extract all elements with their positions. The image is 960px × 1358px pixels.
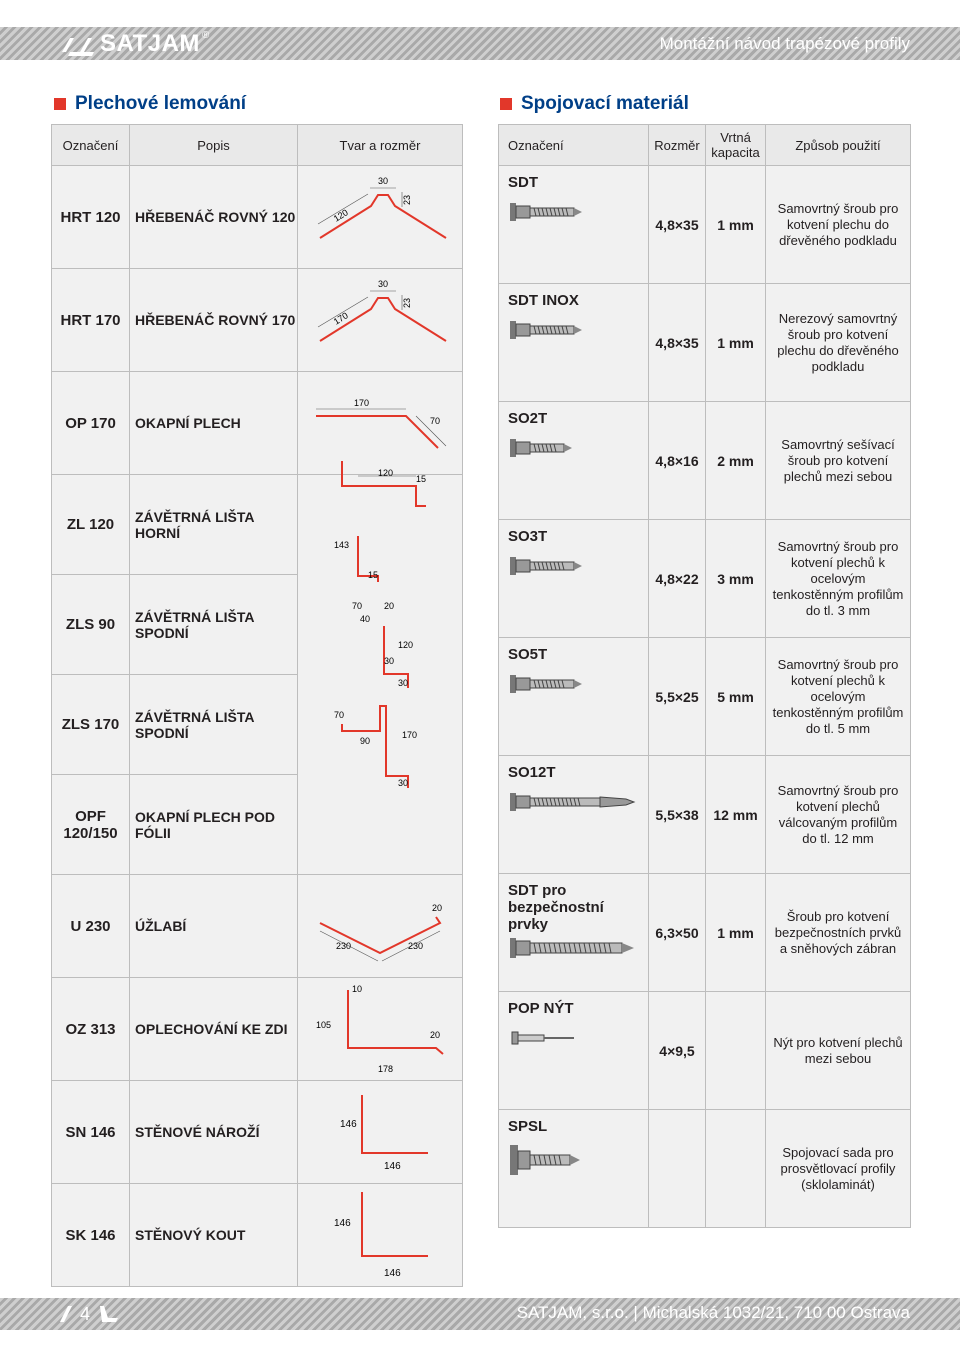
fastener-size: 5,5×38 xyxy=(649,756,706,874)
drill-capacity: 1 mm xyxy=(706,284,766,402)
column-header: Popis xyxy=(130,125,298,166)
fastener-name: SDT pro bezpečnostní prvky xyxy=(508,882,604,933)
table-row xyxy=(52,1081,463,1184)
dim-label: 15 xyxy=(368,570,379,580)
table-row xyxy=(52,978,463,1081)
fastener-name: SO3T xyxy=(508,528,548,545)
screw-icon xyxy=(508,935,638,961)
table-row xyxy=(499,1110,911,1228)
fastener-name: POP NÝT xyxy=(508,1000,574,1017)
fastener-usage: Spojovací sada pro prosvětlovací profily (sklolaminát) xyxy=(766,1110,911,1228)
table-header-row xyxy=(499,125,911,166)
logo-mark-left-icon xyxy=(50,1304,72,1324)
dim-label: 170 xyxy=(402,730,418,740)
valley-drawing xyxy=(298,875,463,974)
dim-label: 146 xyxy=(384,1161,401,1172)
dim-label: 20 xyxy=(432,903,443,913)
screw-icon xyxy=(508,315,588,345)
fastener-name: SO12T xyxy=(508,764,556,781)
column-header: Označení xyxy=(499,125,649,166)
row-code: OP 170 xyxy=(52,372,130,475)
dim-label: 143 xyxy=(334,540,350,550)
page-header xyxy=(0,27,960,60)
row-code: HRT 170 xyxy=(52,269,130,372)
dim-label: 23 xyxy=(402,194,412,205)
dim-label: 70 xyxy=(334,710,345,720)
dim-label: 30 xyxy=(398,678,409,688)
fasteners-table xyxy=(498,124,911,1228)
table-row xyxy=(52,372,463,475)
fastener-usage: Samovrtný šroub pro kotvení plechu do dřevěného podkladu xyxy=(766,166,911,284)
dim-label: 20 xyxy=(430,1030,441,1040)
footer-page-marker xyxy=(50,1300,120,1328)
wall-corner-drawing xyxy=(298,1081,463,1180)
rivet-icon xyxy=(508,1023,588,1053)
row-desc: OPLECHOVÁNÍ KE ZDI xyxy=(130,978,298,1081)
fastener-size: 4,8×35 xyxy=(649,166,706,284)
fastener-size: 5,5×25 xyxy=(649,638,706,756)
row-code: OZ 313 xyxy=(52,978,130,1081)
fastener-name-cell xyxy=(499,402,649,520)
section-title-text: Spojovací materiál xyxy=(521,93,689,114)
row-desc: ZÁVĚTRNÁ LIŠTA SPODNÍ xyxy=(130,675,298,775)
row-code: ZLS 90 xyxy=(52,575,130,675)
row-desc: ZÁVĚTRNÁ LIŠTA HORNÍ xyxy=(130,475,298,575)
logo-mark-right-icon xyxy=(98,1304,120,1324)
dim-label: 30 xyxy=(378,279,389,289)
fastener-name-cell xyxy=(499,638,649,756)
fastener-name: SDT INOX xyxy=(508,292,579,309)
fastener-name-cell xyxy=(499,520,649,638)
section-title-spojovaci xyxy=(500,93,689,115)
fastener-name: SO5T xyxy=(508,646,548,663)
row-code: ZL 120 xyxy=(52,475,130,575)
fastener-name-cell xyxy=(499,166,649,284)
dim-label: 120 xyxy=(378,468,394,478)
table-row xyxy=(52,475,463,575)
dim-label: 30 xyxy=(398,778,409,788)
fastener-name: SO2T xyxy=(508,410,548,427)
dim-label: 15 xyxy=(416,474,427,484)
screw-icon xyxy=(508,197,588,227)
satjam-logo-icon xyxy=(52,32,96,56)
row-desc: OKAPNÍ PLECH POD FÓLII xyxy=(130,775,298,875)
fastener-name: SDT xyxy=(508,174,538,191)
dim-label: 146 xyxy=(334,1218,351,1229)
wall-flashing-drawing xyxy=(298,978,463,1077)
ridge-170-drawing xyxy=(298,269,463,368)
ridge-120-drawing xyxy=(298,166,463,265)
shape-drawing xyxy=(298,372,463,475)
fastener-usage: Samovrtný šroub pro kotvení plechů k ocelovým tenkostěnným profilům do tl. 5 mm xyxy=(766,638,911,756)
column-header: Vrtná kapacita xyxy=(706,125,766,166)
dim-label: 146 xyxy=(384,1268,401,1279)
screw-icon xyxy=(508,787,638,817)
shape-drawing xyxy=(298,978,463,1081)
dim-label: 10 xyxy=(352,984,363,994)
row-code: U 230 xyxy=(52,875,130,978)
fastener-size: 4,8×35 xyxy=(649,284,706,402)
dim-label: 105 xyxy=(316,1020,332,1030)
red-square-icon xyxy=(54,98,66,110)
shape-drawing xyxy=(298,1184,463,1287)
table-row xyxy=(499,756,911,874)
fastener-usage: Samovrtný sešívací šroub pro kotvení plechů mezi sebou xyxy=(766,402,911,520)
table-row xyxy=(52,269,463,372)
drill-capacity: 3 mm xyxy=(706,520,766,638)
screw-icon xyxy=(508,433,588,463)
wind-strip-drawings xyxy=(298,426,463,826)
dim-label: 230 xyxy=(336,941,352,951)
dim-label: 146 xyxy=(340,1119,357,1130)
page-number: 4 xyxy=(80,1303,91,1324)
fastener-size: 4×9,5 xyxy=(649,992,706,1110)
drill-capacity: 1 mm xyxy=(706,166,766,284)
row-desc: STĚNOVÝ KOUT xyxy=(130,1184,298,1287)
table-row xyxy=(499,284,911,402)
drill-capacity: 5 mm xyxy=(706,638,766,756)
fastener-name: SPSL xyxy=(508,1118,548,1135)
dim-label: 40 xyxy=(360,614,371,624)
shape-drawing xyxy=(298,166,463,269)
row-desc: STĚNOVÉ NÁROŽÍ xyxy=(130,1081,298,1184)
table-row xyxy=(499,874,911,992)
drill-capacity: 12 mm xyxy=(706,756,766,874)
page-footer xyxy=(0,1298,960,1330)
dim-label: 70 xyxy=(352,601,363,611)
red-square-icon xyxy=(500,98,512,110)
table-row xyxy=(499,992,911,1110)
fastener-size: 4,8×16 xyxy=(649,402,706,520)
fastener-usage: Samovrtný šroub pro kotvení plechů válcovaným profilům do tl. 12 mm xyxy=(766,756,911,874)
row-desc: HŘEBENÁČ ROVNÝ 120 xyxy=(130,166,298,269)
row-code: SK 146 xyxy=(52,1184,130,1287)
table-row xyxy=(499,166,911,284)
column-header: Označení xyxy=(52,125,130,166)
dim-label: 23 xyxy=(402,297,412,308)
header-title: Montážní návod trapézové profily xyxy=(659,34,910,53)
dim-label: 70 xyxy=(430,416,441,426)
dim-label: 178 xyxy=(378,1064,394,1074)
dim-label: 90 xyxy=(360,736,371,746)
row-code: SN 146 xyxy=(52,1081,130,1184)
table-row xyxy=(499,638,911,756)
column-header: Způsob použití xyxy=(766,125,911,166)
table-row xyxy=(52,875,463,978)
dim-label: 170 xyxy=(354,398,370,408)
fastener-usage: Nerezový samovrtný šroub pro kotvení plechu do dřevěného podkladu xyxy=(766,284,911,402)
row-code: OPF 120/150 xyxy=(52,775,130,875)
dim-label: 230 xyxy=(408,941,424,951)
section-title-lemovani xyxy=(54,93,246,115)
dim-label: 30 xyxy=(384,656,395,666)
fastener-name-cell xyxy=(499,756,649,874)
dim-label: 120 xyxy=(398,640,414,650)
shape-drawing xyxy=(298,269,463,372)
table-row xyxy=(499,520,911,638)
drill-capacity: 2 mm xyxy=(706,402,766,520)
row-desc: ÚŽLABÍ xyxy=(130,875,298,978)
logo xyxy=(52,30,209,58)
dim-label: 30 xyxy=(378,176,389,186)
fastener-usage: Šroub pro kotvení bezpečnostních prvků a sněhových zábran xyxy=(766,874,911,992)
logo-text: SATJAM xyxy=(100,30,200,57)
column-header: Rozměr xyxy=(649,125,706,166)
column-header: Tvar a rozměr xyxy=(298,125,463,166)
row-desc: OKAPNÍ PLECH xyxy=(130,372,298,475)
flashing-table xyxy=(51,124,463,1287)
screw-icon xyxy=(508,669,588,699)
table-header-row xyxy=(52,125,463,166)
screw-icon xyxy=(508,551,588,581)
row-code: HRT 120 xyxy=(52,166,130,269)
eaves-plate-drawing xyxy=(298,372,463,471)
row-code: ZLS 170 xyxy=(52,675,130,775)
table-row xyxy=(499,402,911,520)
dim-label: 120 xyxy=(331,207,350,224)
screw-set-icon xyxy=(508,1141,588,1181)
fastener-usage: Nýt pro kotvení plechů mezi sebou xyxy=(766,992,911,1110)
fastener-usage: Samovrtný šroub pro kotvení plechů k ocelovým tenkostěnným profilům do tl. 3 mm xyxy=(766,520,911,638)
shape-drawing xyxy=(298,468,463,875)
shape-drawing xyxy=(298,875,463,978)
drill-capacity xyxy=(706,1110,766,1228)
dim-label: 170 xyxy=(331,310,350,327)
fastener-name-cell xyxy=(499,874,649,992)
drill-capacity xyxy=(706,992,766,1110)
table-row xyxy=(52,1184,463,1287)
fastener-size: 4,8×22 xyxy=(649,520,706,638)
fastener-size: 6,3×50 xyxy=(649,874,706,992)
fastener-name-cell xyxy=(499,992,649,1110)
fastener-size xyxy=(649,1110,706,1228)
drill-capacity: 1 mm xyxy=(706,874,766,992)
shape-drawing xyxy=(298,1081,463,1184)
table-row xyxy=(52,166,463,269)
registered-mark: ® xyxy=(201,30,210,41)
fastener-name-cell xyxy=(499,284,649,402)
section-title-text: Plechové lemování xyxy=(75,93,247,114)
row-desc: HŘEBENÁČ ROVNÝ 170 xyxy=(130,269,298,372)
row-desc: ZÁVĚTRNÁ LIŠTA SPODNÍ xyxy=(130,575,298,675)
wall-inner-corner-drawing xyxy=(298,1184,463,1283)
dim-label: 20 xyxy=(384,601,395,611)
footer-company-address: SATJAM, s.r.o. | Michalská 1032/21, 710 00 Ostrava xyxy=(516,1303,910,1322)
fastener-name-cell xyxy=(499,1110,649,1228)
